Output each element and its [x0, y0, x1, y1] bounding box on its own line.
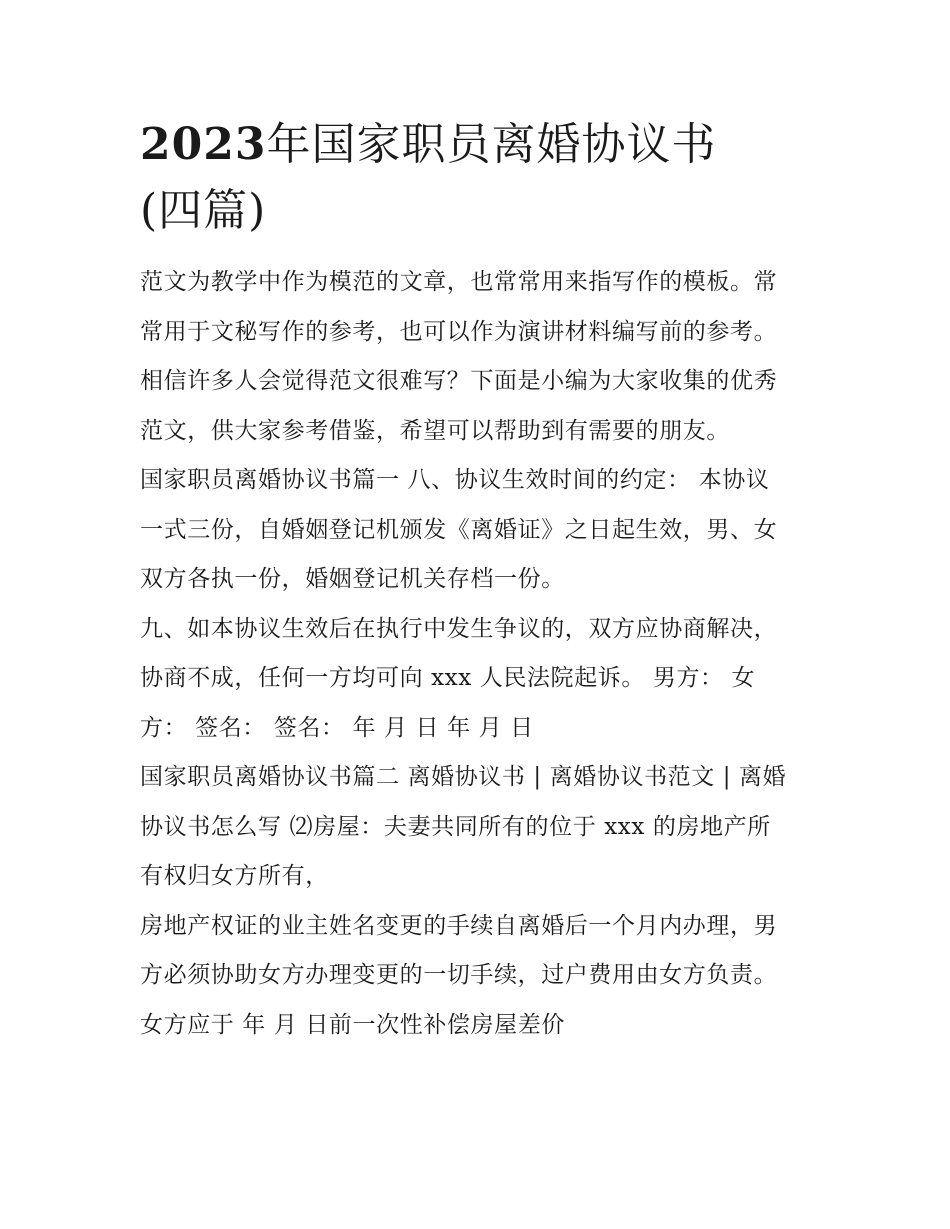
paragraph-part2-transfer: 房地产权证的业主姓名变更的手续自离婚后一个月内办理，男 方必须协助女方办理变更的一切手续，过户费用由女方负责。 女方应于 年 月 日前一次性补偿房屋差价: [140, 912, 778, 1038]
title-text: 年国家职员离婚协议书: [266, 119, 717, 170]
document-page: [140, 112, 820, 1050]
paragraph-part1-clause8: 国家职员离婚协议书篇一 八、协议生效时间的约定： 本协议 一式三份，自婚姻登记机颁发《离婚证》之日起生效，男、女 双方各执一份，婚姻登记机关存档一份。: [140, 467, 778, 592]
title-year: 2023: [140, 119, 267, 170]
paragraph-part2-house: 国家职员离婚协议书篇二 离婚协议书 | 离婚协议书范文 | 离婚 协议书怎么写 ⑵房屋：夫妻共同所有的位于 xxx 的房地产所 有权归女方所有，: [140, 764, 787, 889]
document-title: [140, 112, 820, 244]
title-subtitle: (四篇): [140, 185, 267, 236]
paragraph-part1-clause9: 九、如本协议生效后在执行中发生争议的，双方应协商解决， 协商不成，任何一方均可向 xxx 人民法院起诉。 男方： 女 方： 签名： 签名： 年 月 日 年 月 日: [140, 615, 778, 741]
paragraph-intro: 范文为教学中作为模范的文章，也常常用来指写作的模板。常 常用于文秘写作的参考，也可以作为演讲材料编写前的参考。 相信许多人会觉得范文很难写？下面是小编为大家收集的优秀 范文，供大家参考借鉴，希望可以帮助到有需要的朋友。: [140, 269, 778, 444]
